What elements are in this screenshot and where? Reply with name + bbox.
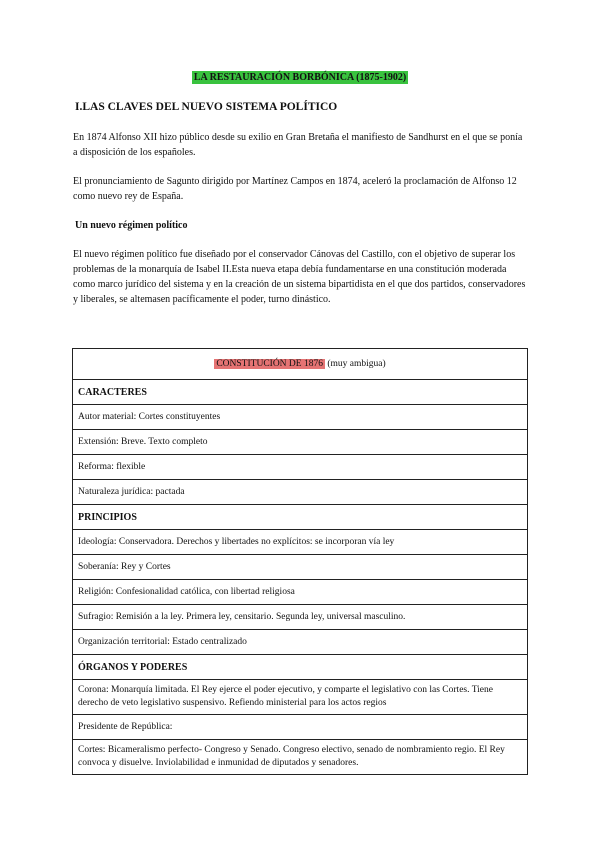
table-row [73, 455, 528, 480]
table-cell: Cortes: Bicameralismo perfecto- Congreso y Senado. Congreso electivo, senado de nombramiento regio. El Rey convoca y disuelve. Inviolabilidad e inmunidad de diputados y senadores. [73, 740, 528, 775]
table-cell: Extensión: Breve. Texto completo [73, 430, 528, 455]
table-cell: Corona: Monarquía limitada. El Rey ejerce el poder ejecutivo, y comparte el legislativo con las Cortes. Tiene derecho de veto legislativo suspensivo. Refiendo ministerial para los actos regios [73, 680, 528, 715]
table-row [73, 715, 528, 740]
section-heading: I.LAS CLAVES DEL NUEVO SISTEMA POLÍTICO [75, 101, 338, 113]
table-row [73, 430, 528, 455]
paragraph-regimen: El nuevo régimen político fue diseñado por el conservador Cánovas del Castillo, con el objetivo de superar los problemas de la monarquía de Isabel II.Esta nueva etapa debía fundamentarse en una constitución moderada como marco jurídico del sistema y en la creación de un sistema bipartidista en el que dos partidos, conservadores y liberales, se altemasen pacíficamente el poder, turno dinástico. [73, 249, 526, 305]
table-row [73, 480, 528, 505]
table-title-row [73, 349, 528, 380]
table-cell: Presidente de República: [73, 715, 528, 740]
table-cell: Sufragio: Remisión a la ley. Primera ley, censitario. Segunda ley, universal masculino. [73, 605, 528, 630]
principios-heading: PRINCIPIOS [73, 505, 528, 530]
paragraph-sagunto: El pronunciamiento de Sagunto dirigido por Martínez Campos en 1874, aceleró la proclamación de Alfonso 12 como nuevo rey de España. [73, 176, 517, 202]
table-section-row [73, 655, 528, 680]
constitution-table [72, 348, 528, 775]
table-row [73, 580, 528, 605]
table-cell: Reforma: flexible [73, 455, 528, 480]
table-row [73, 555, 528, 580]
table-cell: Soberanía: Rey y Cortes [73, 555, 528, 580]
caracteres-heading: CARACTERES [73, 380, 528, 405]
table-row [73, 740, 528, 775]
table-row [73, 530, 528, 555]
table-title-highlight: CONSTITUCIÓN DE 1876 [216, 358, 323, 369]
subheading-regimen: Un nuevo régimen político [75, 220, 188, 231]
table-row [73, 680, 528, 715]
table-cell: Ideología: Conservadora. Derechos y libertades no explícitos: se incorporan vía ley [73, 530, 528, 555]
table-row [73, 405, 528, 430]
table-title-cell [73, 349, 528, 380]
table-cell: Naturaleza jurídica: pactada [73, 480, 528, 505]
table-section-row [73, 380, 528, 405]
organos-heading: ÓRGANOS Y PODERES [73, 655, 528, 680]
paragraph-sandhurst: En 1874 Alfonso XII hizo público desde su exilio en Gran Bretaña el manifiesto de Sandhurst en el que se ponía a disposición de los españoles. [73, 132, 523, 158]
table-cell: Autor material: Cortes constituyentes [73, 405, 528, 430]
table-cell: Religión: Confesionalidad católica, con libertad religiosa [73, 580, 528, 605]
table-section-row [73, 505, 528, 530]
table-row [73, 605, 528, 630]
document-title: LA RESTAURACIÓN BORBÓNICA (1875-1902) [193, 72, 407, 83]
table-row [73, 630, 528, 655]
table-title-note: (muy ambigua) [324, 358, 386, 369]
table-cell: Organización territorial: Estado centralizado [73, 630, 528, 655]
